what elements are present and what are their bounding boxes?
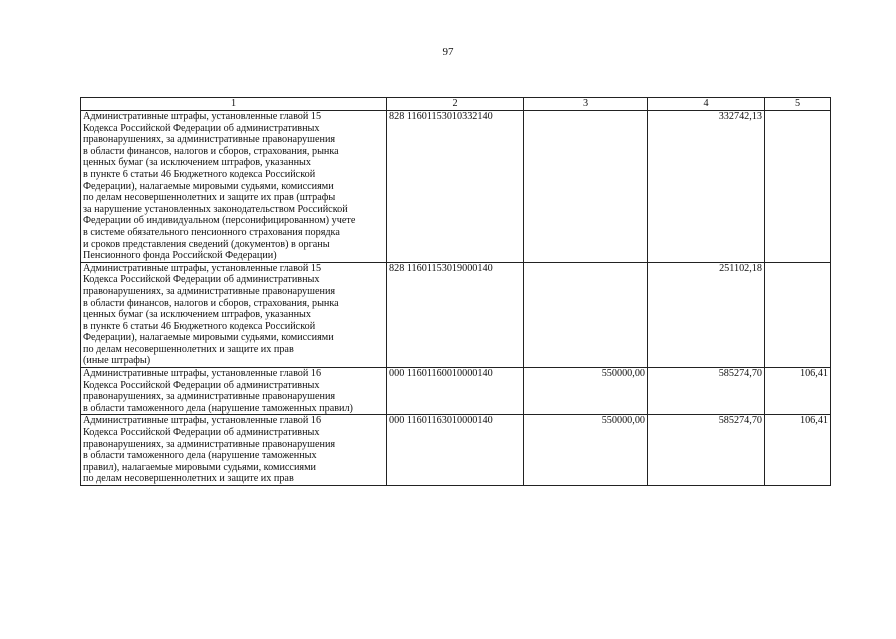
table-row — [81, 111, 831, 263]
row-actual-value: 332742,13 — [648, 111, 765, 263]
budget-table — [80, 97, 831, 486]
row-plan-value — [524, 262, 648, 367]
row-description: Административные штрафы, установленные главой 16 Кодекса Российской Федерации об административных правонарушениях, за административные правонарушения в области таможенного дела (нарушение таможенных правил) — [81, 368, 387, 415]
row-description: Административные штрафы, установленные главой 15 Кодекса Российской Федерации об административных правонарушениях, за административные правонарушения в области финансов, налогов и сборов, страхования, рынка ценных бумаг (за исключением штрафов, указанных в пункте 6 статьи 46 Бюджетного кодекса Российской Федерации), налагаемые мировыми судьями, комиссиями по делам несовершеннолетних и защите их прав (иные штрафы) — [81, 262, 387, 367]
column-header-3: 3 — [524, 98, 648, 111]
table-row — [81, 262, 831, 367]
row-percent: 106,41 — [765, 368, 831, 415]
row-plan-value — [524, 111, 648, 263]
row-actual-value: 585274,70 — [648, 415, 765, 486]
page-number: 97 — [442, 46, 454, 58]
column-header-1: 1 — [81, 98, 387, 111]
row-code: 828 11601153019000140 — [387, 262, 524, 367]
table-row — [81, 415, 831, 486]
row-actual-value: 251102,18 — [648, 262, 765, 367]
row-actual-value: 585274,70 — [648, 368, 765, 415]
row-percent — [765, 111, 831, 263]
table-row — [81, 368, 831, 415]
row-plan-value: 550000,00 — [524, 368, 648, 415]
row-code: 828 11601153010332140 — [387, 111, 524, 263]
row-percent — [765, 262, 831, 367]
column-header-5: 5 — [765, 98, 831, 111]
column-header-2: 2 — [387, 98, 524, 111]
row-code: 000 11601160010000140 — [387, 368, 524, 415]
row-code: 000 11601163010000140 — [387, 415, 524, 486]
header-row — [81, 98, 831, 111]
row-percent: 106,41 — [765, 415, 831, 486]
row-description: Административные штрафы, установленные главой 15 Кодекса Российской Федерации об административных правонарушениях, за административные правонарушения в области финансов, налогов и сборов, страхования, рынка ценных бумаг (за исключением штрафов, указанных в пункте 6 статьи 46 Бюджетного кодекса Российской Федерации), налагаемые мировыми судьями, комиссиями по делам несовершеннолетних и защите их прав (штрафы за нарушение установленных законодательством Российской Федерации об индивидуальном (персонифицированном) учете в системе обязательного пенсионного страхования порядка и сроков представления сведений (документов) в органы Пенсионного фонда Российской Федерации) — [81, 111, 387, 263]
row-plan-value: 550000,00 — [524, 415, 648, 486]
row-description: Административные штрафы, установленные главой 16 Кодекса Российской Федерации об административных правонарушениях, за административные правонарушения в области таможенного дела (нарушение таможенных правил), налагаемые мировыми судьями, комиссиями по делам несовершеннолетних и защите их прав — [81, 415, 387, 486]
column-header-4: 4 — [648, 98, 765, 111]
